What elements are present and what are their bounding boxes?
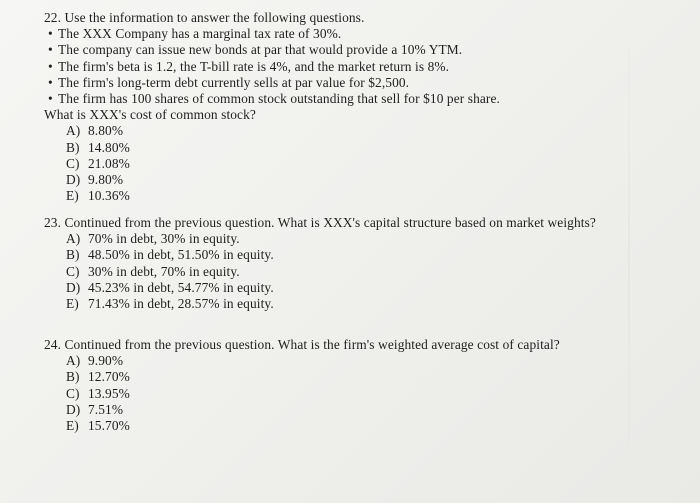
option-letter: A) [66,353,81,369]
bullet-icon: • [48,74,53,90]
option-letter: B) [66,139,80,155]
answer-option[interactable] [44,264,596,280]
option-text: 13.95% [88,385,130,401]
answer-option[interactable] [44,123,500,139]
answer-option[interactable] [44,156,500,172]
answer-option[interactable] [44,296,596,312]
option-letter: D) [66,401,81,417]
bullet-item [44,26,500,42]
option-letter: C) [66,385,80,401]
option-text: 10.36% [88,188,130,204]
option-text: 9.90% [88,353,124,369]
question-23 [44,215,596,312]
option-text: 70% in debt, 30% in equity. [88,231,240,247]
option-letter: D) [66,172,81,188]
option-letter: C) [66,263,80,279]
option-text: 45.23% in debt, 54.77% in equity. [88,279,274,295]
option-letter: C) [66,155,80,171]
question-23-title: 23. Continued from the previous question. What is XXX's capital structure based on market weights? [44,215,596,230]
answer-option[interactable] [44,353,560,369]
answer-option[interactable] [44,247,596,263]
option-letter: A) [66,231,81,247]
option-text: 14.80% [88,139,130,155]
option-letter: A) [66,123,81,139]
answer-option[interactable] [44,231,596,247]
answer-option[interactable] [44,140,500,156]
bullet-icon: • [48,58,53,74]
bullet-item [44,75,500,91]
bullet-item [44,59,500,75]
option-letter: D) [66,279,81,295]
option-text: 8.80% [88,123,124,139]
answer-option[interactable] [44,280,596,296]
question-22 [44,10,500,204]
bullet-text: The firm's long-term debt currently sells at par value for $2,500. [58,74,410,90]
option-letter: B) [66,369,80,385]
bullet-icon: • [48,26,53,42]
option-text: 48.50% in debt, 51.50% in equity. [88,247,274,263]
option-text: 12.70% [88,369,130,385]
answer-option[interactable] [44,188,500,204]
question-24-title: 24. Continued from the previous question. What is the firm's weighted average cost of capital? [44,337,560,352]
option-letter: E) [66,188,79,204]
bullet-icon: • [48,42,53,58]
option-letter: B) [66,247,80,263]
bullet-text: The firm has 100 shares of common stock outstanding that sell for $10 per share. [58,91,500,107]
option-letter: E) [66,418,79,434]
question-22-title: 22. Use the information to answer the following questions. [44,10,365,25]
answer-option[interactable] [44,172,500,188]
answer-option[interactable] [44,386,560,402]
answer-option[interactable] [44,369,560,385]
bullet-icon: • [48,91,53,107]
answer-option[interactable] [44,418,560,434]
answer-option[interactable] [44,402,560,418]
option-text: 15.70% [88,418,130,434]
bullet-text: The firm's beta is 1.2, the T-bill rate is 4%, and the market return is 8%. [58,58,450,74]
option-text: 21.08% [88,155,130,171]
option-text: 30% in debt, 70% in equity. [88,263,240,279]
option-letter: E) [66,296,79,312]
option-text: 9.80% [88,172,124,188]
option-text: 71.43% in debt, 28.57% in equity. [88,296,274,312]
option-text: 7.51% [88,401,124,417]
question-24 [44,337,560,434]
bullet-text: The XXX Company has a marginal tax rate of 30%. [58,26,342,42]
question-22-prompt: What is XXX's cost of common stock? [44,107,256,123]
bullet-item [44,91,500,107]
paper-crease [628,0,630,503]
bullet-item [44,42,500,58]
bullet-text: The company can issue new bonds at par that would provide a 10% YTM. [58,42,463,58]
